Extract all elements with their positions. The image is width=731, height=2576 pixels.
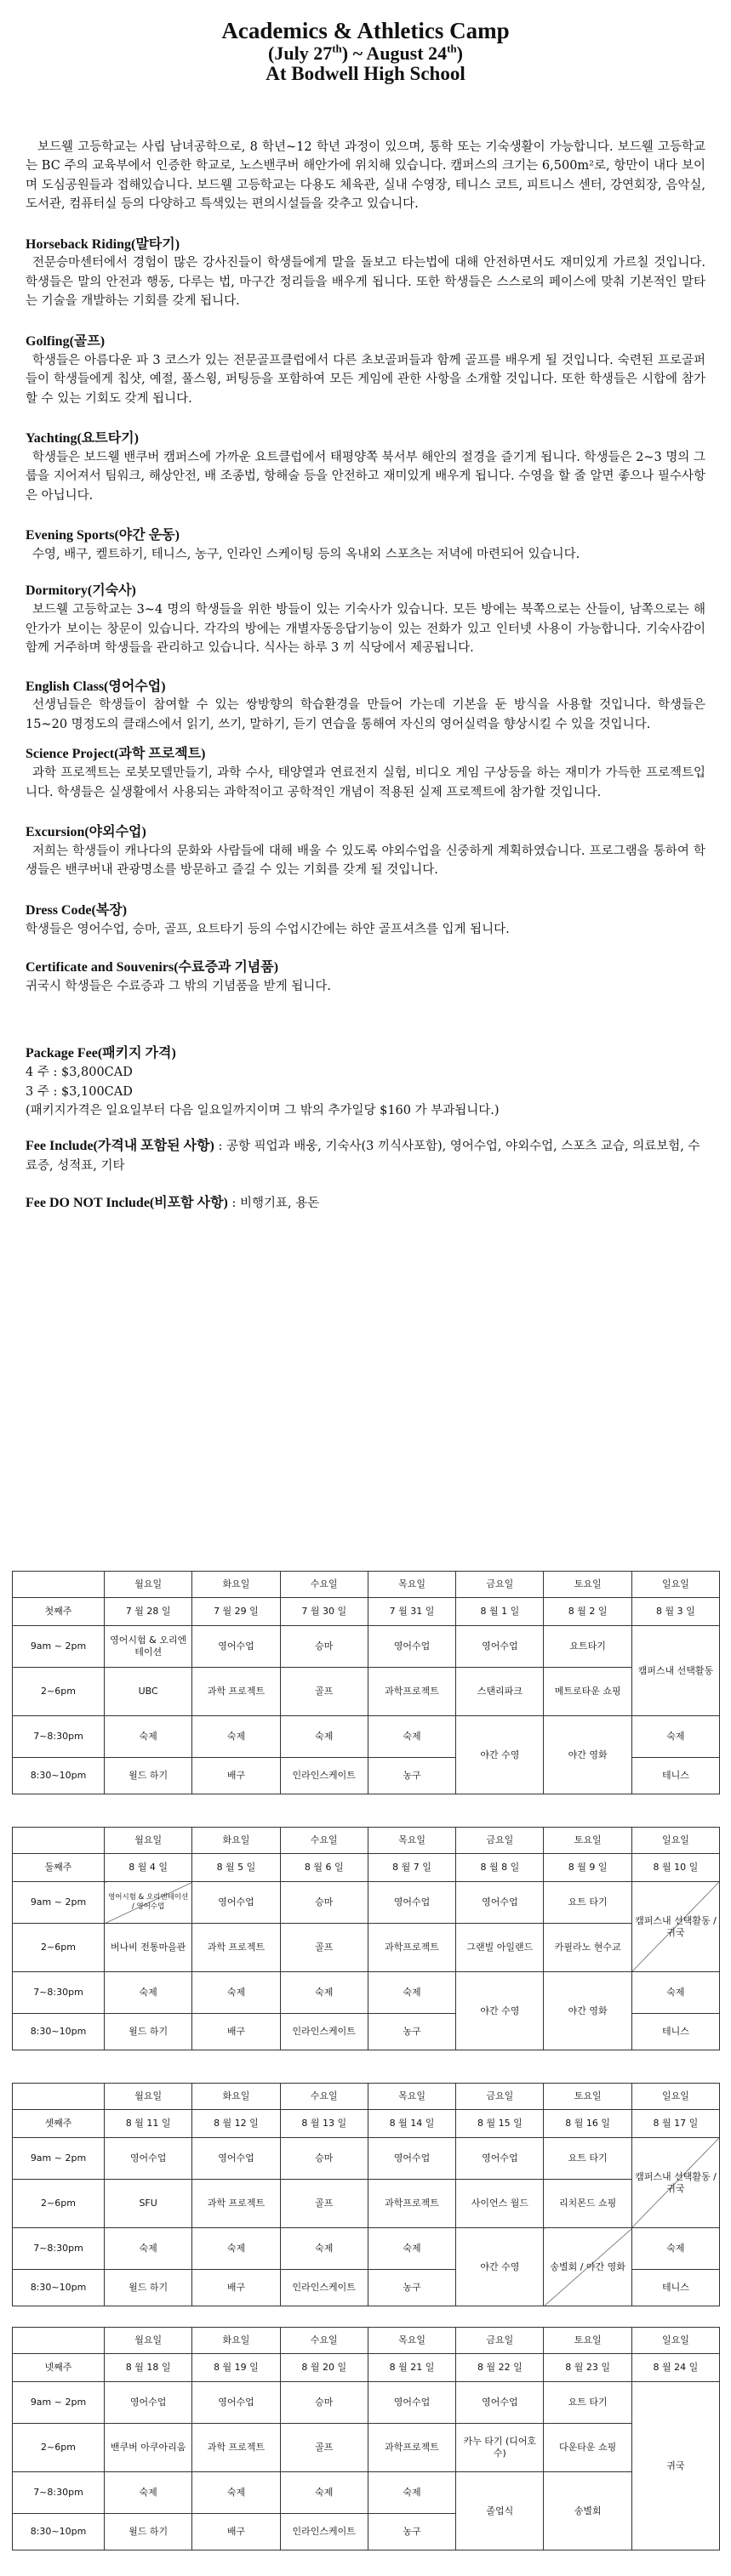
- section-title: Dress Code(복장): [26, 902, 128, 918]
- day-header: 토요일: [544, 2328, 631, 2354]
- activity-cell: 숙제: [192, 2472, 280, 2514]
- schedule-table: [12, 1827, 720, 2050]
- date-cell: 8 월 3 일: [631, 1598, 719, 1626]
- day-header: 일요일: [631, 1828, 719, 1854]
- fee-exclude-label: Fee DO NOT Include(비포함 사항): [26, 1195, 228, 1210]
- activity-cell: 인라인스케이트: [280, 2014, 368, 2050]
- activity-cell: 영어수업: [456, 1882, 544, 1924]
- day-header-row: [13, 1828, 720, 1854]
- time-label: 9am ~ 2pm: [13, 2382, 105, 2424]
- activity-cell: 골프: [280, 2180, 368, 2228]
- dates-suffix: ): [456, 43, 463, 65]
- time-label: 8:30~10pm: [13, 2514, 105, 2550]
- time-row: [13, 2138, 720, 2180]
- day-header: 일요일: [631, 1572, 719, 1598]
- schedule-table: [12, 1571, 720, 1794]
- day-header: 월요일: [105, 2328, 192, 2354]
- camp-dates: [26, 43, 705, 64]
- date-cell: 8 월 23 일: [544, 2354, 631, 2382]
- time-row: [13, 2180, 720, 2228]
- day-header: 화요일: [192, 2084, 280, 2110]
- activity-cell: SFU: [105, 2180, 192, 2228]
- activity-cell: 사이언스 월드: [456, 2180, 544, 2228]
- date-cell: 8 월 19 일: [192, 2354, 280, 2382]
- corner-cell: [13, 1572, 105, 1598]
- section-title: Dormitory(기숙사): [26, 583, 136, 599]
- activity-cell: 그랜빌 아일랜드: [456, 1924, 544, 1972]
- activity-cell: 과학 프로젝트: [192, 1668, 280, 1716]
- time-row: [13, 2424, 720, 2472]
- corner-cell: [13, 2084, 105, 2110]
- date-cell: 8 월 12 일: [192, 2110, 280, 2138]
- activity-cell: 영어수업: [456, 1626, 544, 1668]
- activity-cell: 영어수업: [192, 2382, 280, 2424]
- activity-cell: 농구: [368, 2014, 455, 2050]
- activity-cell: 숙제: [105, 1972, 192, 2014]
- activity-cell: 영어수업: [456, 2382, 544, 2424]
- dates-sup-1: th: [332, 42, 342, 55]
- activity-cell: 과학프로젝트: [368, 2424, 455, 2472]
- activity-cell-split: 영어시험 & 오리엔테이션 / 영어수업: [105, 1882, 192, 1924]
- time-row: [13, 1716, 720, 1758]
- day-header: 수요일: [280, 2084, 368, 2110]
- day-header: 목요일: [368, 1828, 455, 1854]
- activity-cell: 메트로타운 쇼핑: [544, 1668, 631, 1716]
- activity-cell: 윌드 하기: [105, 1758, 192, 1794]
- date-row: [13, 2354, 720, 2382]
- activity-cell: 숙제: [631, 1972, 719, 2014]
- activity-cell-split: 송별회 / 야간 영화: [544, 2228, 631, 2306]
- activity-cell: 밴쿠버 아쿠아리움: [105, 2424, 192, 2472]
- date-cell: 8 월 20 일: [280, 2354, 368, 2382]
- date-cell: 8 월 5 일: [192, 1854, 280, 1882]
- time-row: [13, 2228, 720, 2270]
- fee-include: [26, 1136, 705, 1176]
- activity-cell: 인라인스케이트: [280, 2514, 368, 2550]
- section-body: 학생들은 보드웰 밴쿠버 캠퍼스에 가까운 요트클럽에서 태평양쪽 북서부 해안의 절경을 즐기게 됩니다. 학생들은 2~3 명의 그룹을 지어져서 팀워크, 해상안전, 배 조종법, 항해술 등을 안전하고 재미있게 배우게 됩니다. 수영을 할 줄 알면 좋으나 필수사항은 아닙니다.: [26, 450, 705, 503]
- activity-cell: 윌드 하기: [105, 2270, 192, 2306]
- time-label: 9am ~ 2pm: [13, 1626, 105, 1668]
- date-row: [13, 1598, 720, 1626]
- fee-exclude-text: : 비행기표, 용돈: [227, 1196, 320, 1210]
- day-header: 화요일: [192, 2328, 280, 2354]
- activity-cell: 카누 타기 (디어호수): [456, 2424, 544, 2472]
- activity-cell: 다운타운 쇼핑: [544, 2424, 631, 2472]
- activity-cell: 영어수업: [368, 1626, 455, 1668]
- date-cell: 8 월 13 일: [280, 2110, 368, 2138]
- activity-cell: 골프: [280, 1924, 368, 1972]
- date-cell: 8 월 21 일: [368, 2354, 455, 2382]
- section-evening-sports: [26, 527, 705, 564]
- activity-cell: 요트 타기: [544, 1882, 631, 1924]
- day-header: 일요일: [631, 2084, 719, 2110]
- intro-paragraph: 보드웰 고등학교는 사립 남녀공학으로, 8 학년~12 학년 과정이 있으며, 통학 또는 기숙생활이 가능합니다. 보드웰 고등학교는 BC 주의 교육부에서 인증한 학교로, 노스밴쿠버 해안가에 위치해 있습니다. 캠퍼스의 크기는 6,500m²로, 항만이 내다 보이며 도심공원들과 접해있습니다. 보드웰 고등학교는 다용도 체육관, 실내 수영장, 테니스 코트, 피트니스 센터, 강연회장, 음악실, 도서관, 컴퓨터실 등의 다양하고 특색있는 편의시설들을 갖추고 있습니다.: [26, 139, 705, 212]
- dates-mid: ) ~ August 24: [341, 43, 448, 65]
- time-label: 2~6pm: [13, 1668, 105, 1716]
- date-cell: 8 월 11 일: [105, 2110, 192, 2138]
- day-header: 월요일: [105, 1828, 192, 1854]
- activity-cell: 숙제: [192, 2228, 280, 2270]
- day-header: 금요일: [456, 2084, 544, 2110]
- fee-note: (패키지가격은 일요일부터 다음 일요일까지이며 그 밖의 추가일당 $160 가 부과됩니다.): [26, 1104, 500, 1118]
- section-body: 수영, 배구, 켈트하기, 테니스, 농구, 인라인 스케이팅 등의 옥내외 스포츠는 저녁에 마련되어 있습니다.: [32, 548, 580, 562]
- activity-cell-split: 캠퍼스내 선택활동 / 귀국: [631, 2138, 719, 2228]
- day-header: 목요일: [368, 2084, 455, 2110]
- activity-cell: 영어수업: [192, 1626, 280, 1668]
- date-cell: 8 월 16 일: [544, 2110, 631, 2138]
- time-label: 7~8:30pm: [13, 2472, 105, 2514]
- date-cell: 8 월 1 일: [456, 1598, 544, 1626]
- section-title: English Class(영어수업): [26, 679, 166, 694]
- date-cell: 8 월 15 일: [456, 2110, 544, 2138]
- section-horseback: [26, 236, 705, 311]
- activity-cell: 요트 타기: [544, 2138, 631, 2180]
- day-header: 토요일: [544, 1828, 631, 1854]
- day-header: 토요일: [544, 1572, 631, 1598]
- date-cell: 7 월 30 일: [280, 1598, 368, 1626]
- week-label: 넷째주: [13, 2354, 105, 2382]
- schedule-week-2: [12, 1827, 719, 2050]
- section-body: 전문승마센터에서 경험이 많은 강사진들이 학생들에게 말을 돌보고 타는법에 대해 안전하면서도 재미있게 가르칠 것입니다. 학생들은 말의 안전과 행동, 다루는 법, 마구간 정리들을 배우게 됩니다. 또한 학생들은 스스로의 페이스에 맞춰 기본적인 말타는 기술을 개발하는 기회를 갖게 됩니다.: [26, 256, 705, 309]
- activity-cell: 숙제: [105, 2472, 192, 2514]
- activity-cell: 윌드 하기: [105, 2014, 192, 2050]
- activity-cell: 숙제: [368, 1716, 455, 1758]
- day-header: 금요일: [456, 2328, 544, 2354]
- activity-cell: 골프: [280, 1668, 368, 1716]
- schedule-week-3: [12, 2083, 719, 2306]
- activity-cell: 테니스: [631, 1758, 719, 1794]
- activity-cell: 숙제: [631, 1716, 719, 1758]
- dates-sup-2: th: [447, 42, 457, 55]
- activity-cell: 윌드 하기: [105, 2514, 192, 2550]
- activity-cell: 영어수업: [192, 2138, 280, 2180]
- schedule-week-1: [12, 1571, 719, 1794]
- activity-cell: 야간 영화: [544, 1716, 631, 1794]
- activity-cell: 야간 수영: [456, 1716, 544, 1794]
- activity-cell: 승마: [280, 1626, 368, 1668]
- section-body: 보드웰 고등학교는 3~4 명의 학생들을 위한 방들이 있는 기숙사가 있습니다. 모든 방에는 북쪽으로는 산들이, 남쪽으로는 해안가가 보이는 창문이 있습니다. 각각의 방에는 개별자동응답기능이 있는 전화가 있고 인터넷 사용이 가능합니다. 기숙사감이 함께 거주하며 학생들을 관리하고 있습니다. 식사는 하루 3 끼 식당에서 제공됩니다.: [26, 603, 705, 656]
- activity-cell: 숙제: [368, 2472, 455, 2514]
- dates-prefix: (July 27: [268, 43, 333, 65]
- time-label: 9am ~ 2pm: [13, 2138, 105, 2180]
- activity-cell: 야간 수영: [456, 2228, 544, 2306]
- activity-cell: 배구: [192, 2514, 280, 2550]
- activity-cell: 영어시험 & 오리엔테이션: [105, 1626, 192, 1668]
- time-label: 7~8:30pm: [13, 1716, 105, 1758]
- activity-cell: 배구: [192, 2270, 280, 2306]
- activity-cell: 졸업식: [456, 2472, 544, 2550]
- section-body: 선생님들은 학생들이 참여할 수 있는 쌍방향의 학습환경을 만들어 가는데 기본을 둔 방식을 사용할 것입니다. 학생들은 15~20 명정도의 클래스에서 읽기, 쓰기, 말하기, 듣기 연습을 통해여 자신의 영어실력을 향상시킬 수 있을 것입니다.: [26, 698, 705, 731]
- activity-cell: 리치몬드 쇼핑: [544, 2180, 631, 2228]
- activity-cell: 과학 프로젝트: [192, 2424, 280, 2472]
- fee-include-text: : 공항 픽업과 배웅, 기숙사(3 끼식사포함), 영어수업, 야외수업, 스포츠 교습, 의료보험, 수료증, 성적표, 기타: [26, 1139, 700, 1174]
- date-cell: 8 월 9 일: [544, 1854, 631, 1882]
- activity-cell: 영어수업: [105, 2382, 192, 2424]
- section-body: 과학 프로젝트는 로봇모델만들기, 과학 수사, 태양열과 연료전지 실험, 비디오 게임 구상등을 하는 재미가 가득한 프로젝트입니다. 학생들은 실생활에서 사용되는 과학적이고 공학적인 개념이 적용된 실제 프로젝트에 참가할 것입니다.: [26, 766, 705, 799]
- date-cell: 8 월 6 일: [280, 1854, 368, 1882]
- day-header: 금요일: [456, 1828, 544, 1854]
- date-cell: 8 월 14 일: [368, 2110, 455, 2138]
- section-title: Science Project(과학 프로젝트): [26, 747, 206, 762]
- activity-cell: 과학 프로젝트: [192, 1924, 280, 1972]
- activity-cell: 영어수업: [105, 2138, 192, 2180]
- activity-cell: 영어수업: [368, 2382, 455, 2424]
- activity-cell: 승마: [280, 2138, 368, 2180]
- activity-cell: 농구: [368, 2270, 455, 2306]
- date-cell: 8 월 22 일: [456, 2354, 544, 2382]
- activity-cell: 야간 수영: [456, 1972, 544, 2050]
- time-label: 2~6pm: [13, 2180, 105, 2228]
- day-header: 수요일: [280, 1572, 368, 1598]
- activity-cell: 승마: [280, 1882, 368, 1924]
- date-cell: 7 월 31 일: [368, 1598, 455, 1626]
- school-name: At Bodwell High School: [266, 62, 465, 84]
- date-cell: 8 월 24 일: [631, 2354, 719, 2382]
- day-header: 월요일: [105, 2084, 192, 2110]
- date-cell: 8 월 17 일: [631, 2110, 719, 2138]
- section-title: Horseback Riding(말타기): [26, 236, 180, 252]
- activity-cell: 테니스: [631, 2270, 719, 2306]
- activity-cell: 숙제: [280, 1972, 368, 2014]
- section-yachting: [26, 430, 705, 505]
- date-cell: 8 월 2 일: [544, 1598, 631, 1626]
- corner-cell: [13, 1828, 105, 1854]
- activity-cell: 골프: [280, 2424, 368, 2472]
- activity-cell: 야간 영화: [544, 1972, 631, 2050]
- date-cell: 8 월 18 일: [105, 2354, 192, 2382]
- time-label: 8:30~10pm: [13, 2270, 105, 2306]
- activity-cell: 농구: [368, 1758, 455, 1794]
- time-row: [13, 1626, 720, 1668]
- week-label: 셋째주: [13, 2110, 105, 2138]
- activity-cell: 과학프로젝트: [368, 2180, 455, 2228]
- activity-cell: 인라인스케이트: [280, 1758, 368, 1794]
- activity-cell: 테니스: [631, 2014, 719, 2050]
- activity-cell: 영어수업: [192, 1882, 280, 1924]
- section-title: Excursion(야외수업): [26, 825, 146, 840]
- date-cell: 8 월 7 일: [368, 1854, 455, 1882]
- activity-cell: 숙제: [631, 2228, 719, 2270]
- page-title: Academics & Athletics Camp: [221, 18, 510, 43]
- activity-cell: 캠퍼스내 선택활동: [631, 1626, 719, 1716]
- schedule-table: [12, 2327, 720, 2550]
- activity-cell: 숙제: [280, 2472, 368, 2514]
- week-label: 둘째주: [13, 1854, 105, 1882]
- fee-include-label: Fee Include(가격내 포함된 사항): [26, 1138, 214, 1153]
- activity-cell: 송별회: [544, 2472, 631, 2550]
- section-title: Evening Sports(야간 운동): [26, 528, 180, 543]
- fee-exclude: [26, 1193, 705, 1214]
- time-label: 7~8:30pm: [13, 1972, 105, 2014]
- day-header: 월요일: [105, 1572, 192, 1598]
- activity-cell: 요트 타기: [544, 2382, 631, 2424]
- section-golfing: [26, 333, 705, 408]
- date-row: [13, 1854, 720, 1882]
- day-header: 목요일: [368, 1572, 455, 1598]
- date-cell: 8 월 10 일: [631, 1854, 719, 1882]
- activity-cell: 버나비 전통마을관: [105, 1924, 192, 1972]
- time-label: 7~8:30pm: [13, 2228, 105, 2270]
- activity-cell: 숙제: [280, 2228, 368, 2270]
- activity-cell: 인라인스케이트: [280, 2270, 368, 2306]
- date-cell: 7 월 28 일: [105, 1598, 192, 1626]
- time-row: [13, 2382, 720, 2424]
- section-body: 저희는 학생들이 캐나다의 문화와 사람들에 대해 배울 수 있도록 야외수업을 신중하게 계획하였습니다. 프로그램을 통하여 학생들은 밴쿠버내 관광명소를 방문하고 즐길 수 있는 기회를 갖게 될 것입니다.: [26, 844, 705, 878]
- activity-cell: 농구: [368, 2514, 455, 2550]
- section-body: 학생들은 아름다운 파 3 코스가 있는 전문골프클럽에서 다른 초보골퍼들과 함께 골프를 배우게 될 것입니다. 숙련된 프로골퍼들이 학생들에게 칩샷, 예절, 풀스윙, 퍼팅등을 포함하여 모든 게임에 관한 사항을 소개할 것입니다. 또한 학생들은 시합에 참가할 수 있는 기회도 갖게 됩니다.: [26, 353, 705, 406]
- package-fee-title: Package Fee(패키지 가격): [26, 1046, 176, 1061]
- section-body: 학생들은 영어수업, 승마, 골프, 요트타기 등의 수업시간에는 하얀 골프셔츠를 입게 됩니다.: [26, 922, 510, 936]
- day-header: 수요일: [280, 1828, 368, 1854]
- section-title: Certificate and Souvenirs(수료증과 기념품): [26, 960, 279, 975]
- activity-cell: 숙제: [280, 1716, 368, 1758]
- day-header: 목요일: [368, 2328, 455, 2354]
- activity-cell: 배구: [192, 1758, 280, 1794]
- time-label: 9am ~ 2pm: [13, 1882, 105, 1924]
- activity-cell: 숙제: [105, 2228, 192, 2270]
- day-header: 금요일: [456, 1572, 544, 1598]
- time-label: 8:30~10pm: [13, 2014, 105, 2050]
- day-header: 일요일: [631, 2328, 719, 2354]
- time-row: [13, 1668, 720, 1716]
- activity-cell: 숙제: [368, 2228, 455, 2270]
- activity-cell: 귀국: [631, 2382, 719, 2550]
- activity-cell: 과학 프로젝트: [192, 2180, 280, 2228]
- title-block: [26, 19, 705, 85]
- date-row: [13, 2110, 720, 2138]
- activity-cell: 영어수업: [456, 2138, 544, 2180]
- time-label: 2~6pm: [13, 2424, 105, 2472]
- time-row: [13, 1972, 720, 2014]
- time-row: [13, 2472, 720, 2514]
- day-header: 수요일: [280, 2328, 368, 2354]
- day-header-row: [13, 1572, 720, 1598]
- activity-cell: 숙제: [105, 1716, 192, 1758]
- activity-cell: 영어수업: [368, 1882, 455, 1924]
- section-body: 귀국시 학생들은 수료증과 그 밖의 기념품을 받게 됩니다.: [26, 979, 332, 993]
- activity-cell: 스탠리파크: [456, 1668, 544, 1716]
- fee-3-weeks: 3 주 : $3,100CAD: [26, 1084, 133, 1099]
- time-row: [13, 1882, 720, 1924]
- week-label: 첫째주: [13, 1598, 105, 1626]
- fee-4-weeks: 4 주 : $3,800CAD: [26, 1066, 133, 1080]
- day-header: 토요일: [544, 2084, 631, 2110]
- schedule-table: [12, 2083, 720, 2306]
- day-header-row: [13, 2084, 720, 2110]
- time-row: [13, 1924, 720, 1972]
- activity-cell-split: 캠퍼스내 선택활동 / 귀국: [631, 1882, 719, 1972]
- activity-cell: 숙제: [192, 1716, 280, 1758]
- time-label: 8:30~10pm: [13, 1758, 105, 1794]
- day-header: 화요일: [192, 1572, 280, 1598]
- activity-cell: UBC: [105, 1668, 192, 1716]
- date-cell: 8 월 4 일: [105, 1854, 192, 1882]
- schedule-week-4: [12, 2327, 719, 2550]
- activity-cell: 카필라노 현수교: [544, 1924, 631, 1972]
- activity-cell: 과학프로젝트: [368, 1924, 455, 1972]
- activity-cell: 숙제: [368, 1972, 455, 2014]
- day-header: 화요일: [192, 1828, 280, 1854]
- activity-cell: 승마: [280, 2382, 368, 2424]
- section-title: Golfing(골프): [26, 333, 106, 349]
- time-label: 2~6pm: [13, 1924, 105, 1972]
- activity-cell: 배구: [192, 2014, 280, 2050]
- date-cell: 8 월 8 일: [456, 1854, 544, 1882]
- activity-cell: 과학프로젝트: [368, 1668, 455, 1716]
- activity-cell: 숙제: [192, 1972, 280, 2014]
- activity-cell: 영어수업: [368, 2138, 455, 2180]
- activity-cell: 요트타기: [544, 1626, 631, 1668]
- date-cell: 7 월 29 일: [192, 1598, 280, 1626]
- corner-cell: [13, 2328, 105, 2354]
- day-header-row: [13, 2328, 720, 2354]
- section-title: Yachting(요트타기): [26, 431, 139, 446]
